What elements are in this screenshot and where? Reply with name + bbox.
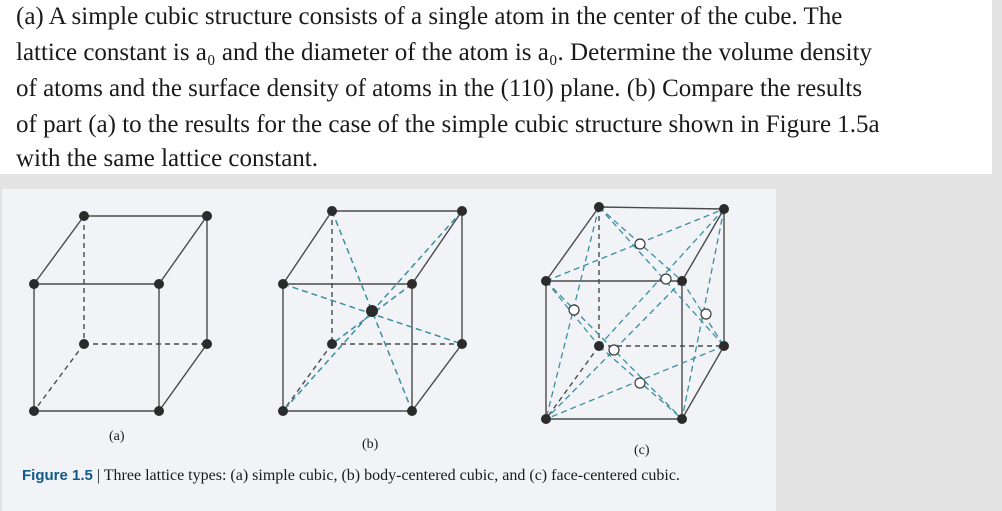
problem-line-5: with the same lattice constant.: [16, 145, 318, 172]
figure-caption: [22, 467, 680, 485]
label-b: (b): [362, 437, 379, 452]
problem-line-1: (a) A simple cubic structure consists of a single atom in the center of the cube. The: [16, 3, 843, 30]
problem-statement: [0, 0, 992, 174]
atom-markers: [29, 211, 212, 416]
simple-cubic-diagram: [29, 211, 212, 416]
problem-line-2: lattice constant is a₀ and the diameter of the atom is a₀. Determine the volume density: [16, 39, 873, 66]
face-centered-cubic-diagram: [541, 202, 729, 424]
problem-line-3: of atoms and the surface density of atoms in the (110) plane. (b) Compare the results: [16, 75, 863, 102]
lattice-diagrams: [2, 189, 776, 511]
label-c: (c): [634, 443, 650, 458]
problem-line-4: of part (a) to the results for the case of the simple cubic structure shown in Figure 1.5a: [16, 111, 880, 138]
figure-number: Figure 1.5: [22, 467, 93, 484]
face-atom-markers: [569, 239, 711, 388]
body-centered-cubic-diagram: [278, 206, 467, 416]
figure-1-5: [2, 189, 776, 511]
caption-separator: |: [92, 467, 104, 484]
label-a: (a): [109, 429, 125, 444]
caption-text: Three lattice types: (a) simple cubic, (b) body-centered cubic, and (c) face-centered cubic.: [103, 467, 680, 484]
